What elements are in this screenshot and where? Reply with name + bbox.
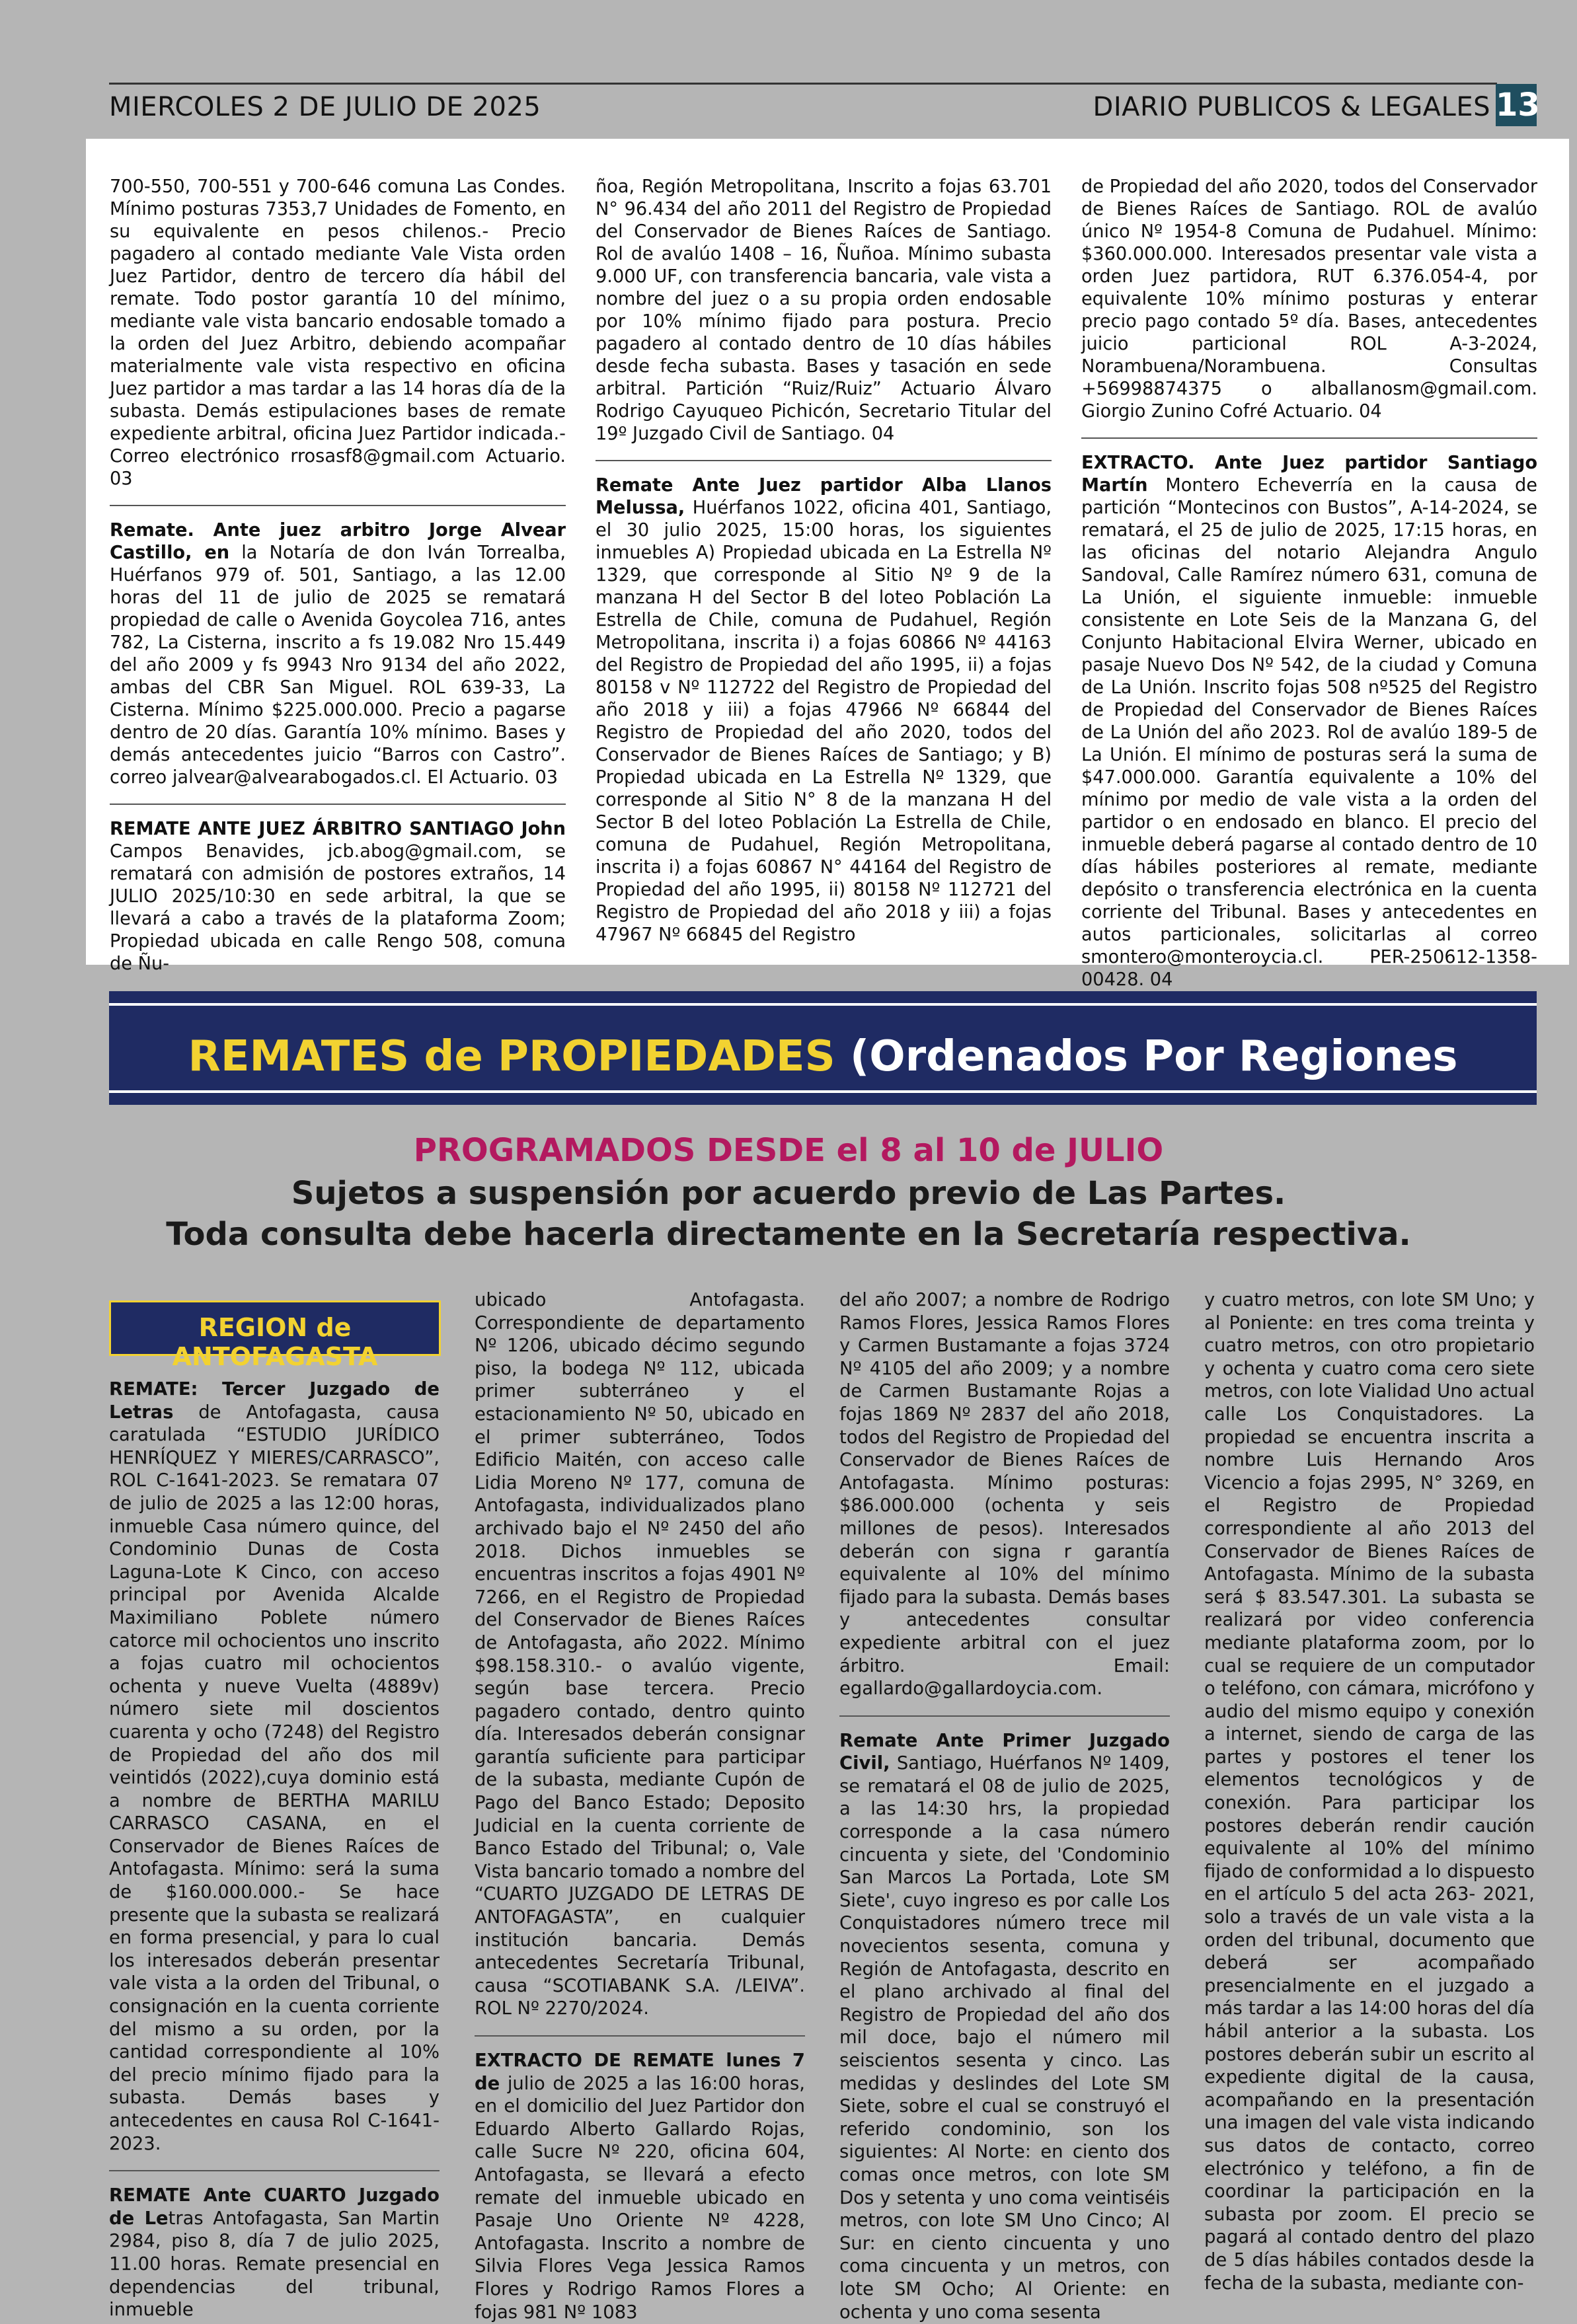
notice-text — [839, 1730, 1170, 2324]
notice-lead: REMATE: Tercer Juzgado de Letras — [109, 1379, 440, 1423]
banner-stripe — [109, 1090, 1537, 1093]
bottom-column-4 — [1204, 1289, 1535, 2295]
notice-text: ubicado Antofagasta. Correspondiente de departamento Nº 1206, ubicado décimo segundo piso, la bodega Nº 112, ubicada primer subterráneo y el estacionamiento Nº 50, ubicado en el primer subterráneo, Todos Edificio Maitén, con acceso calle Lidia Moreno Nº 177, comuna de Antofagasta, individualizados plano archivado bajo el Nº 2450 del año 2018. Dichos inmuebles se encuentras inscritos a fojas 4901 Nº 7266, en el Registro de Propiedad del Conservador de Bienes Raíces de Antofagasta, año 2022. Mínimo $98.158.310.- o avalúo vigente, según base tercera. Precio pagadero contado, dentro quinto día. Interesados deberán consignar garantía suficiente para participar de la subasta, mediante Cupón de Pago del Banco Estado; Deposito Judicial en la cuenta corriente de Banco Estado del Tribunal; o, Vale Vista bancario tomado a nombre del “CUARTO JUZGADO DE LETRAS DE ANTOFAGASTA”, en cualquier institución bancaria. Demás antecedentes Secretaría Tribunal, causa “SCOTIABANK S.A. /LEIVA”. ROL Nº 2270/2024. — [475, 1290, 805, 2019]
schedule-subheading: PROGRAMADOS DESDE el 8 al 10 de JULIO — [413, 1132, 1164, 1169]
region-label — [109, 1300, 441, 1371]
notice-body: Santiago, Huérfanos Nº 1409, se rematará el 08 de julio de 2025, a las 14:30 hrs, la propiedad corresponde a la casa número cincuenta y siete, del 'Condominio San Marcos La Portada, Lote SM Siete', cuyo ingreso es por calle Los Conquistadores número trece mil novecientos sesenta, comuna y Región de Antofagasta, descrito en el plano archivado al final del Registro de Propiedad del año dos mil doce, bajo el número mil seiscientos sesenta y cinco. Las medidas y deslindes del Lote SM Siete, sobre el cual se construyó el referido condominio, son los siguientes: Al Norte: en ciento dos comas once metros, con lote SM Dos y setenta y uno coma veintiséis metros, con lote SM Uno Cinco; Al Sur: en ciento cincuenta y uno coma cincuenta y un metros, con lote SM Ocho; Al Oriente: en ochenta y uno coma sesenta — [839, 1753, 1170, 2323]
notice-text — [475, 2050, 805, 2324]
notice-text: ñoa, Región Metropolitana, Inscrito a fojas 63.701 N° 96.434 del año 2011 del Registro de Propiedad del Conservador de Bienes Raíces de Santiago. Rol de avalúo 1408 – 16, Ñuñoa. Mínimo subasta 9.000 UF, con transferencia bancaria, vale vista a nombre del juez o a su propia orden endosable por 10% mínimo fijado para postura. Precio pagadero al contado dentro de 10 días hábiles desde fecha subasta. Bases y tasación en sede arbitral. Partición “Ruiz/Ruiz” Actuario Álvaro Rodrigo Cayuqueo Pichicón, Secretario Titular del 19º Juzgado Civil de Santiago. 04 — [596, 176, 1052, 444]
divider — [109, 2170, 440, 2171]
notice-text — [109, 1378, 440, 2155]
section-banner — [109, 991, 1537, 1105]
top-column-3 — [1081, 176, 1537, 991]
top-column-2 — [596, 176, 1052, 946]
notice-lead: Remate Ante Primer Juzgado Civil, — [839, 1730, 1170, 1774]
divider — [110, 804, 566, 805]
notice-text: y cuatro metros, con lote SM Uno; y al Poniente: en tres coma treinta y cuatro metros, con otro propietario y ochenta y cuatro coma cero siete metros, con lote Vialidad Uno actual calle Los Conquistadores. La propiedad se encuentra inscrita a nombre Luis Hernando Aros Vicencio a fojas 2995, N° 3269, en el Registro de Propiedad correspondiente al año 2013 del Conservador de Bienes Raíces de Antofagasta. Mínimo de la subasta será $ 83.547.301. La subasta se realizará por video conferencia mediante plataforma zoom, por lo cual se requiere de un computador o teléfono, con cámara, micrófono y audio del mismo equipo y conexión a internet, siendo de carga de las partes y postores el tener los elementos tecnológicos y de conexión. Para participar los postores deberán rendir caución equivalente al 10% del mínimo fijado de conformidad a lo dispuesto en el artículo 5 del acta 263- 2021, solo a través de un vale vista a la orden del tribunal, documento que deberá ser acompañado presencialmente en el juzgado a más tardar a las 14:00 horas del día hábil anterior a la subasta. Los postores deberán subir un escrito al expediente digital de la causa, acompañando en la presentación una imagen del vale vista indicando sus datos de contacto, correo electrónico y teléfono, a fin de coordinar la participación en la subasta por zoom. El precio se pagará al contado dentro del plazo de 5 días hábiles contados desde la fecha de la subasta, mediante con- — [1204, 1290, 1535, 2294]
notice-text — [596, 474, 1052, 946]
notice-lead: EXTRACTO DE REMATE lunes 7 de — [475, 2050, 805, 2094]
divider — [596, 460, 1052, 461]
suspension-note: Sujetos a suspensión por acuerdo previo de Las Partes. — [291, 1175, 1286, 1212]
notice-text — [109, 2185, 440, 2322]
top-notices-panel — [86, 139, 1569, 990]
notice-body: la Notaría de don Iván Torrealba, Huérfanos 979 of. 501, Santiago, a las 12.00 horas del 11 de julio de 2025 se rematará propiedad de calle o Avenida Goycolea 716, antes 782, La Cisterna, inscrito a fs 19.082 Nro 15.449 del año 2009 y fs 9943 Nro 9134 del año 2022, ambas del CBR San Miguel. ROL 639-33, La Cisterna. Mínimo $225.000.000. Precio a pagarse dentro de 20 días. Garantía 10% mínimo. Bases y demás antecedentes juicio “Barros con Castro”. correo jalvear@alvearabogados.cl. El Actuario. 03 — [110, 543, 566, 788]
notice-text: de Propiedad del año 2020, todos del Conservador de Bienes Raíces de Santiago. ROL de avalúo único Nº 1954-8 Comuna de Pudahuel. Mínimo: $360.000.000. Interesados presentar vale vista a orden Juez partidora, RUT 6.376.054-4, por equivalente 10% mínimo posturas y enterar precio pago contado 5º día. Bases, antecedentes juicio particional ROL A-3-2024, Norambuena/Norambuena. Consultas +56998874375 o alballanosm@gmail.com. Giorgio Zunino Cofré Actuario. 04 — [1081, 176, 1537, 422]
divider — [839, 1715, 1170, 1717]
notice-lead: REMATE Ante CUARTO Juzgado de Le — [109, 2185, 440, 2229]
banner-title — [109, 1032, 1537, 1081]
divider — [475, 2035, 805, 2037]
top-column-1 — [110, 176, 566, 975]
notice-text: del año 2007; a nombre de Rodrigo Ramos Flores, Jessica Ramos Flores y Carmen Bustamante a fojas 3724 Nº 4105 del año 2009; y a nombre de Carmen Bustamante Rojas a fojas 1869 Nº 2837 del año 2018, todos del Registro de Propiedad del Conservador de Bienes Raíces de Antofagasta. Mínimo posturas: $86.000.000 (ochenta y seis millones de pesos). Interesados deberán con signa r garantía equivalente al 10% del mínimo fijado para la subasta. Demás bases y antecedentes consultar expediente arbitral con el juez árbitro. Email: egallardo@gallardoycia.com. — [839, 1290, 1170, 1700]
bottom-column-3 — [839, 1289, 1170, 2324]
divider — [110, 505, 566, 506]
header-rule — [109, 83, 1497, 85]
notice-lead: Remate. Ante juez arbitro Jorge Alvear Castillo, en — [110, 520, 566, 563]
notice-body: de Antofagasta, causa caratulada “ESTUDIO JURÍDICO HENRÍQUEZ Y MIERES/CARRASCO”, ROL C-1641-2023. Se rematara 07 de julio de 2025 a las 12:00 horas, inmueble Casa número quince, del Condominio Dunas de Costa Laguna-Lote K Cinco, con acceso principal por Avenida Alcalde Maximiliano Poblete número catorce mil ochocientos uno inscrito a fojas cuatro mil ochocientos ochenta y nueve Vuelta (4889v) número siete mil doscientos cuarenta y ocho (7248) del Registro de Propiedad del año dos mil veintidós (2022),cuya dominio está a nombre de BERTHA MARILU CARRASCO CASANA, en el Conservador de Bienes Raíces de Antofagasta. Mínimo: será la suma de $160.000.000.- Se hace presente que la subasta se realizará en forma presencial, y para lo cual los interesados deberán presentar vale vista a la orden del Tribunal, o consignación en la cuenta corriente del mismo a su orden, por la cantidad correspondiente al 10% del precio mínimo fijado para la subasta. Demás bases y antecedentes en causa Rol C-1641-2023. — [109, 1402, 440, 2154]
notice-body: tras Antofagasta, San Martin 2984, piso 8, día 7 de julio 2025, 11.00 horas. Remate presencial en dependencias del tribunal, inmueble — [109, 2208, 440, 2321]
header-date: MIERCOLES 2 DE JULIO DE 2025 — [109, 92, 541, 122]
notice-body: Montero Echeverría en la causa de partición “Montecinos con Bustos”, A-14-2024, se rematará, el 25 de julio de 2025, 17:15 horas, en las oficinas del notario Alejandra Angulo Sandoval, Calle Ramírez número 631, comuna de La Unión, el siguiente inmueble: inmueble consistente en Lote Seis de la Manzana G, del Conjunto Habitacional Elvira Werner, ubicado en pasaje Nuevo Dos Nº 542, de la ciudad y Comuna de La Unión. Inscrito fojas 508 nº525 del Registro de Propiedad del Conservador de Bienes Raíces de La Unión del año 2023. Rol de avalúo 189-5 de La Unión. El mínimo de posturas será la suma de $47.000.000. Garantía equivalente a 10% del mínimo por medio de vale vista a la orden del partidor o en endosado en blanco. El precio del inmueble deberá pagarse al contado dentro de 10 días hábiles posteriores al remate, mediante depósito o transferencia electrónica en la cuenta corriente del Tribunal. Bases y antecedentes en autos particionales, solicitarlas al correo smontero@monteroycia.cl. PER-250612-1358-00428. 04 — [1081, 475, 1537, 990]
banner-title-primary: REMATES de PROPIEDADES — [188, 1032, 835, 1081]
notice-body: julio de 2025 a las 16:00 horas, en el domicilio del Juez Partidor don Eduardo Alberto Gallardo Rojas, calle Sucre Nº 220, oficina 604, Antofagasta, se llevará a efecto remate del inmueble ubicado en Pasaje Uno Oriente Nº 4228, Antofagasta. Inscrito a nombre de Silvia Flores Vega Jessica Ramos Flores y Rodrigo Ramos Flores a fojas 981 Nº 1083 — [475, 2073, 805, 2323]
consultation-note: Toda consulta debe hacerla directamente en la Secretaría respectiva. — [166, 1216, 1411, 1253]
notice-lead: REMATE ANTE JUEZ ÁRBITRO SANTIAGO John — [110, 819, 566, 839]
notice-body: Huérfanos 1022, oficina 401, Santiago, el 30 julio 2025, 15:00 horas, los siguientes inmuebles A) Propiedad ubicada en La Estrella Nº 1329, que corresponde al Sitio Nº 9 de la manzana H del Sector B del loteo Población La Estrella de Chile, comuna de Pudahuel, Región Metropolitana, inscrita i) a fojas 60866 Nº 44163 del Registro de Propiedad del año 1995, ii) a fojas 80158 v Nº 112722 del Registro de Propiedad del año 2018 y iii) a fojas 47966 Nº 66844 del Registro de Propiedad del año 2020, todos del Conservador de Bienes Raíces de Santiago; y B) Propiedad ubicada en La Estrella Nº 1329, que corresponde al Sitio N° 8 de la manzana H del Sector B del loteo Población La Estrella de Chile, comuna de Pudahuel, Región Metropolitana, inscrita i) a fojas 60867 N° 44164 del Registro de Propiedad del año 1995, ii) 80158 Nº 112721 del Registro de Propiedad del año 2018 y iii) a fojas 47967 Nº 66845 del Registro — [596, 498, 1052, 945]
notice-body: Campos Benavides, jcb.abog@gmail.com, se rematará con admisión de postores extraños, 14 JULIO 2025/10:30 en sede arbitral, la que se llevará a cabo a través de la plataforma Zoom; Propiedad ubicada en calle Rengo 508, comuna de Ñu- — [110, 841, 566, 974]
page-header — [109, 83, 1540, 129]
notice-text — [1081, 452, 1537, 991]
notice-lead: EXTRACTO. Ante Juez partidor Santiago Martín — [1081, 453, 1537, 496]
bottom-column-1 — [109, 1378, 440, 2322]
bottom-column-2 — [475, 1289, 805, 2324]
header-publication: DIARIO PUBLICOS & LEGALES — [1093, 92, 1490, 122]
divider — [1081, 437, 1537, 439]
banner-title-secondary: (Ordenados Por Regiones — [835, 1032, 1458, 1081]
notice-text: 700-550, 700-551 y 700-646 comuna Las Condes. Mínimo posturas 7353,7 Unidades de Fomento, en su equivalente en pesos chilenos.- Precio pagadero al contado mediante Vale Vista orden Juez Partidor, dentro de tercero día hábil del remate. Todo postor garantía 10 del mínimo, mediante vale vista bancario endosable tomado a la orden del Juez Arbitro, debiendo acompañar materialmente vale vista respectivo en oficina Juez partidor a mas tardar a las 14 horas día de la subasta. Demás estipulaciones bases de remate expediente arbitral, oficina Juez Partidor indicada.- Correo electrónico rrosasf8@gmail.com Actuario. 03 — [110, 176, 566, 489]
notice-text — [110, 818, 566, 975]
region-label-text: REGION de ANTOFAGASTA — [172, 1313, 378, 1371]
page-number: 13 — [1496, 84, 1537, 126]
notice-lead: Remate Ante Juez partidor Alba Llanos Melussa, — [596, 475, 1052, 518]
notice-text — [110, 519, 566, 789]
banner-stripe — [109, 1003, 1537, 1006]
